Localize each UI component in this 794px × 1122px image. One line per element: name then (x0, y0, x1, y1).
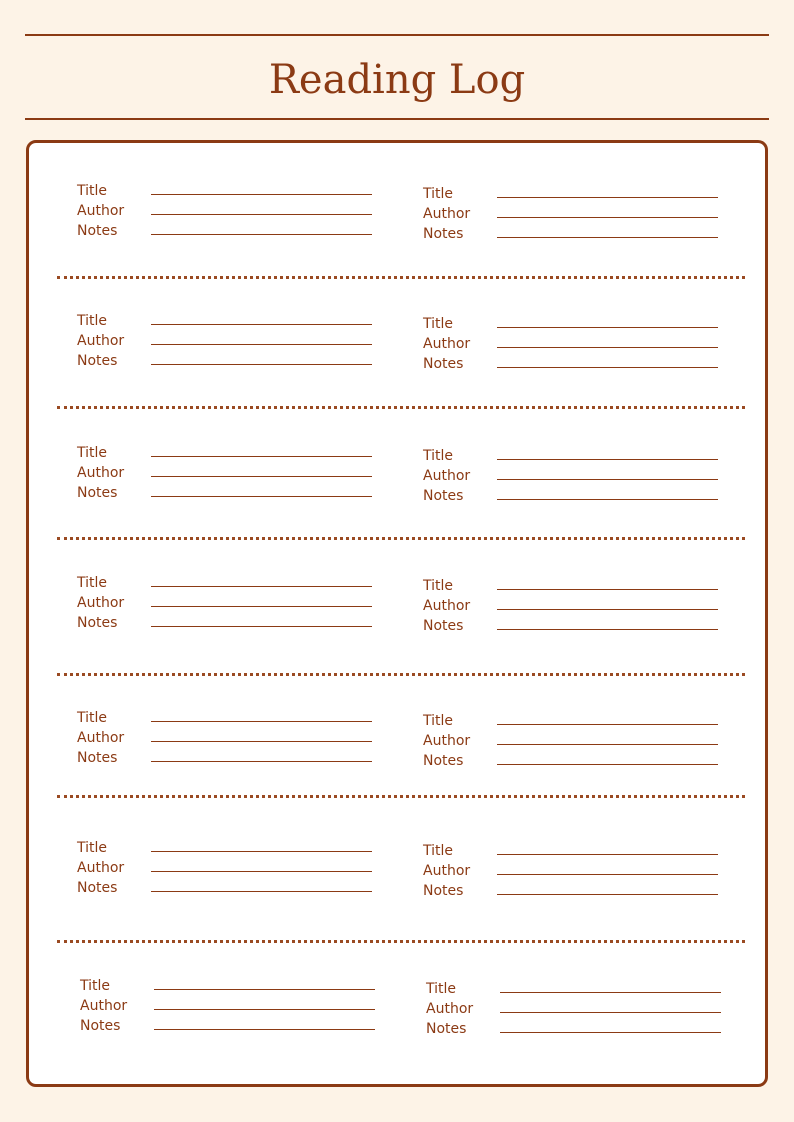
entry-notes-row (423, 487, 723, 507)
entry-notes-label: Notes (77, 615, 118, 631)
entry-author-row (80, 997, 380, 1017)
log-entry (423, 712, 723, 782)
entry-title-label: Title (423, 186, 454, 202)
entry-author-label: Author (77, 595, 125, 611)
entry-author-row (77, 332, 377, 352)
entry-author-line[interactable] (497, 479, 718, 480)
log-entry (77, 574, 377, 644)
dotted-divider (57, 940, 745, 943)
entry-title-line[interactable] (497, 197, 718, 198)
entry-notes-label: Notes (426, 1021, 467, 1037)
entry-title-label: Title (77, 313, 108, 329)
entry-title-row (423, 577, 723, 597)
entry-title-line[interactable] (497, 724, 718, 725)
entry-title-line[interactable] (497, 327, 718, 328)
entry-notes-row (423, 882, 723, 902)
entry-author-label: Author (77, 465, 125, 481)
entry-author-label: Author (423, 336, 471, 352)
log-entry (80, 977, 380, 1047)
entry-title-row (77, 182, 377, 202)
entry-author-row (423, 335, 723, 355)
entry-notes-line[interactable] (497, 367, 718, 368)
entry-notes-line[interactable] (497, 237, 718, 238)
entry-author-row (423, 597, 723, 617)
title-underline-rule (25, 118, 769, 120)
entry-notes-line[interactable] (151, 234, 372, 235)
entry-notes-row (423, 752, 723, 772)
log-entry (423, 842, 723, 912)
log-entry (423, 315, 723, 385)
log-entry (426, 980, 726, 1050)
entry-author-label: Author (423, 598, 471, 614)
entry-author-row (423, 467, 723, 487)
entry-title-label: Title (77, 183, 108, 199)
entry-notes-line[interactable] (497, 894, 718, 895)
entry-notes-row (77, 614, 377, 634)
entry-title-line[interactable] (151, 721, 372, 722)
entry-notes-label: Notes (423, 618, 464, 634)
log-entry (423, 577, 723, 647)
entry-notes-row (77, 222, 377, 242)
entry-author-line[interactable] (151, 606, 372, 607)
entry-title-line[interactable] (151, 586, 372, 587)
entry-notes-row (77, 749, 377, 769)
entry-author-label: Author (77, 860, 125, 876)
entry-author-line[interactable] (500, 1012, 721, 1013)
entry-author-row (77, 729, 377, 749)
entry-title-label: Title (80, 978, 111, 994)
entry-author-label: Author (423, 863, 471, 879)
log-entry (77, 312, 377, 382)
entry-author-row (77, 594, 377, 614)
entry-author-row (77, 202, 377, 222)
entry-author-label: Author (77, 333, 125, 349)
entry-notes-line[interactable] (151, 496, 372, 497)
dotted-divider (57, 276, 745, 279)
entry-notes-line[interactable] (500, 1032, 721, 1033)
entry-notes-label: Notes (80, 1018, 121, 1034)
entry-author-label: Author (423, 733, 471, 749)
entry-notes-label: Notes (77, 353, 118, 369)
entry-notes-row (80, 1017, 380, 1037)
entry-author-row (423, 732, 723, 752)
entry-title-row (77, 312, 377, 332)
entry-notes-line[interactable] (154, 1029, 375, 1030)
entry-author-line[interactable] (151, 871, 372, 872)
entry-notes-row (423, 225, 723, 245)
entry-notes-label: Notes (423, 883, 464, 899)
log-entry (77, 709, 377, 779)
log-entry (423, 185, 723, 255)
entry-notes-label: Notes (423, 356, 464, 372)
entry-notes-line[interactable] (497, 764, 718, 765)
entry-author-line[interactable] (151, 344, 372, 345)
entry-notes-line[interactable] (151, 364, 372, 365)
entry-title-line[interactable] (151, 194, 372, 195)
entry-title-line[interactable] (497, 854, 718, 855)
log-entry (77, 839, 377, 909)
entry-notes-label: Notes (77, 485, 118, 501)
entry-title-row (426, 980, 726, 1000)
entry-title-line[interactable] (151, 456, 372, 457)
entry-author-line[interactable] (497, 874, 718, 875)
entry-author-label: Author (77, 730, 125, 746)
entry-title-row (77, 574, 377, 594)
entry-title-label: Title (426, 981, 457, 997)
top-rule (25, 34, 769, 36)
entry-title-label: Title (423, 578, 454, 594)
entry-notes-label: Notes (77, 750, 118, 766)
entry-author-row (423, 862, 723, 882)
entry-author-row (426, 1000, 726, 1020)
entry-notes-line[interactable] (497, 499, 718, 500)
entry-title-label: Title (77, 575, 108, 591)
entry-notes-row (77, 484, 377, 504)
entry-author-line[interactable] (151, 476, 372, 477)
entry-notes-label: Notes (77, 223, 118, 239)
entry-title-row (80, 977, 380, 997)
entry-notes-line[interactable] (151, 626, 372, 627)
entry-title-line[interactable] (497, 589, 718, 590)
entry-notes-row (426, 1020, 726, 1040)
log-entry (423, 447, 723, 517)
entry-title-row (423, 315, 723, 335)
entry-author-row (77, 464, 377, 484)
entry-author-row (423, 205, 723, 225)
dotted-divider (57, 795, 745, 798)
entry-author-label: Author (80, 998, 128, 1014)
entry-author-line[interactable] (151, 214, 372, 215)
entry-title-row (423, 842, 723, 862)
entry-title-row (423, 185, 723, 205)
entry-author-label: Author (426, 1001, 474, 1017)
entry-notes-label: Notes (423, 226, 464, 242)
entry-title-label: Title (423, 316, 454, 332)
log-entry (77, 444, 377, 514)
entry-notes-line[interactable] (497, 629, 718, 630)
entry-notes-label: Notes (423, 488, 464, 504)
entry-notes-line[interactable] (151, 761, 372, 762)
entry-author-label: Author (423, 468, 471, 484)
entry-notes-label: Notes (423, 753, 464, 769)
entry-title-label: Title (77, 840, 108, 856)
entry-author-line[interactable] (497, 347, 718, 348)
entry-author-line[interactable] (497, 609, 718, 610)
page-title: Reading Log (268, 57, 526, 103)
entry-author-line[interactable] (497, 217, 718, 218)
entry-author-label: Author (423, 206, 471, 222)
entry-notes-row (77, 352, 377, 372)
log-entry (77, 182, 377, 252)
entry-notes-label: Notes (77, 880, 118, 896)
entry-author-row (77, 859, 377, 879)
entry-title-row (423, 712, 723, 732)
entry-notes-row (423, 355, 723, 375)
entry-title-row (77, 709, 377, 729)
entry-title-line[interactable] (151, 324, 372, 325)
entry-author-line[interactable] (154, 1009, 375, 1010)
entry-title-label: Title (77, 710, 108, 726)
entry-title-label: Title (423, 713, 454, 729)
entry-author-line[interactable] (497, 744, 718, 745)
entry-title-line[interactable] (497, 459, 718, 460)
entry-notes-line[interactable] (151, 891, 372, 892)
entry-author-label: Author (77, 203, 125, 219)
dotted-divider (57, 673, 745, 676)
entry-title-row (77, 839, 377, 859)
entry-title-row (423, 447, 723, 467)
entry-title-label: Title (423, 843, 454, 859)
entry-notes-row (77, 879, 377, 899)
log-frame (26, 140, 768, 1087)
entry-author-line[interactable] (151, 741, 372, 742)
dotted-divider (57, 406, 745, 409)
entry-title-line[interactable] (151, 851, 372, 852)
entry-title-label: Title (77, 445, 108, 461)
dotted-divider (57, 537, 745, 540)
entry-title-label: Title (423, 448, 454, 464)
entry-notes-row (423, 617, 723, 637)
entry-title-line[interactable] (500, 992, 721, 993)
entry-title-line[interactable] (154, 989, 375, 990)
entry-title-row (77, 444, 377, 464)
